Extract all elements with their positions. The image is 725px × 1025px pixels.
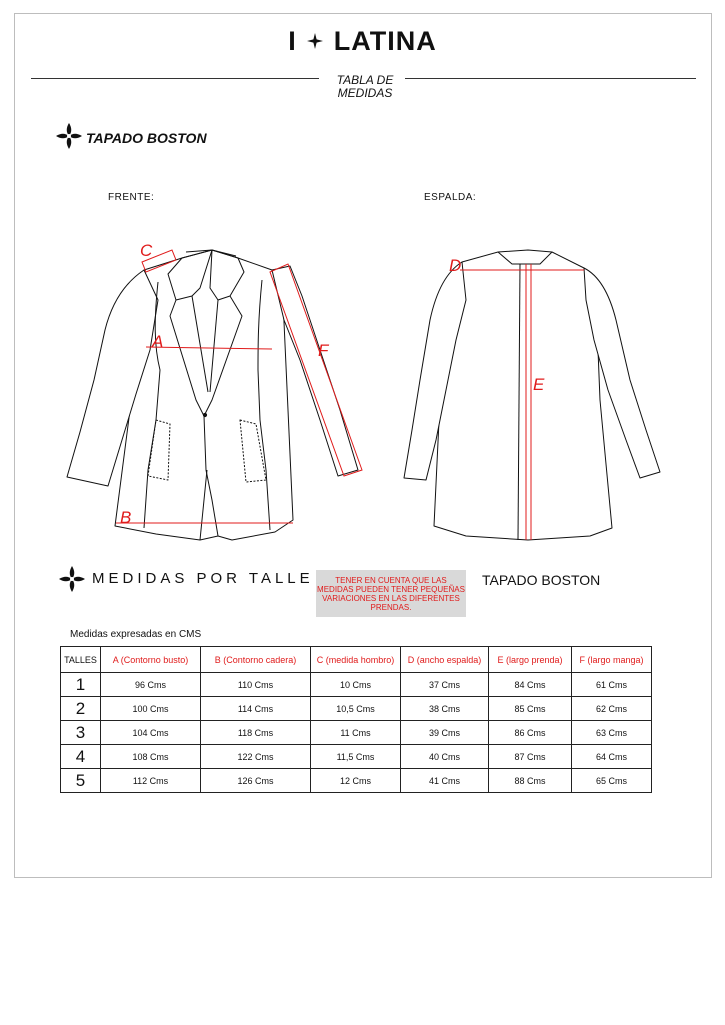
size-cell: 2 bbox=[61, 697, 101, 721]
table-cell: 114 Cms bbox=[201, 697, 311, 721]
table-row bbox=[61, 745, 652, 769]
column-header: B (Contorno cadera) bbox=[201, 647, 311, 673]
back-view-label: ESPALDA: bbox=[424, 192, 477, 203]
variation-note-text: TENER EN CUENTA QUE LAS MEDIDAS PUEDEN TENER PEQUEÑAS VARIACIONES EN LAS DIFERENTES PRENDAS. bbox=[317, 576, 465, 612]
size-cell: 3 bbox=[61, 721, 101, 745]
column-header: C (medida hombro) bbox=[311, 647, 401, 673]
size-cell: 1 bbox=[61, 673, 101, 697]
table-cell: 118 Cms bbox=[201, 721, 311, 745]
table-cell: 62 Cms bbox=[572, 697, 652, 721]
marker-e: E bbox=[533, 375, 545, 394]
quatrefoil-icon bbox=[58, 565, 86, 593]
table-cell: 39 Cms bbox=[401, 721, 489, 745]
table-cell: 104 Cms bbox=[101, 721, 201, 745]
front-view-label: FRENTE: bbox=[108, 192, 155, 203]
column-header: TALLES bbox=[61, 647, 101, 673]
table-cell: 126 Cms bbox=[201, 769, 311, 793]
document-title-line: MEDIDAS bbox=[337, 86, 393, 100]
table-row bbox=[61, 673, 652, 697]
table-cell: 11 Cms bbox=[311, 721, 401, 745]
table-row bbox=[61, 697, 652, 721]
marker-d: D bbox=[449, 256, 462, 275]
measurements-table bbox=[60, 646, 652, 793]
table-cell: 110 Cms bbox=[201, 673, 311, 697]
table-cell: 65 Cms bbox=[572, 769, 652, 793]
table-cell: 86 Cms bbox=[489, 721, 572, 745]
table-cell: 10 Cms bbox=[311, 673, 401, 697]
marker-f: F bbox=[318, 341, 329, 360]
table-cell: 112 Cms bbox=[101, 769, 201, 793]
variation-note bbox=[316, 570, 466, 617]
table-cell: 87 Cms bbox=[489, 745, 572, 769]
table-cell: 122 Cms bbox=[201, 745, 311, 769]
brand-name: LATINA bbox=[333, 26, 437, 56]
table-row bbox=[61, 721, 652, 745]
table-cell: 61 Cms bbox=[572, 673, 652, 697]
table-cell: 108 Cms bbox=[101, 745, 201, 769]
table-cell: 41 Cms bbox=[401, 769, 489, 793]
table-header-row bbox=[61, 647, 652, 673]
table-cell: 40 Cms bbox=[401, 745, 489, 769]
document-title-line: TABLA DE bbox=[336, 73, 394, 87]
brand-letter: I bbox=[288, 26, 297, 56]
column-header: A (Contorno busto) bbox=[101, 647, 201, 673]
table-cell: 37 Cms bbox=[401, 673, 489, 697]
table-cell: 64 Cms bbox=[572, 745, 652, 769]
table-cell: 11,5 Cms bbox=[311, 745, 401, 769]
table-cell: 100 Cms bbox=[101, 697, 201, 721]
marker-b: B bbox=[120, 508, 132, 527]
marker-c: C bbox=[140, 241, 153, 260]
size-cell: 4 bbox=[61, 745, 101, 769]
table-caption: Medidas expresadas en CMS bbox=[70, 629, 202, 640]
table-cell: 10,5 Cms bbox=[311, 697, 401, 721]
column-header: F (largo manga) bbox=[572, 647, 652, 673]
table-cell: 85 Cms bbox=[489, 697, 572, 721]
table-cell: 63 Cms bbox=[572, 721, 652, 745]
sizes-product-name: TAPADO BOSTON bbox=[482, 572, 601, 588]
table-cell: 88 Cms bbox=[489, 769, 572, 793]
table-row bbox=[61, 769, 652, 793]
column-header: E (largo prenda) bbox=[489, 647, 572, 673]
marker-a: A bbox=[152, 332, 164, 351]
product-heading: TAPADO BOSTON bbox=[86, 130, 207, 146]
table-cell: 12 Cms bbox=[311, 769, 401, 793]
table-cell: 38 Cms bbox=[401, 697, 489, 721]
table-cell: 96 Cms bbox=[101, 673, 201, 697]
sizes-heading: MEDIDAS POR TALLE bbox=[92, 570, 314, 587]
size-cell: 5 bbox=[61, 769, 101, 793]
back-view-drawing bbox=[404, 250, 660, 540]
table-cell: 84 Cms bbox=[489, 673, 572, 697]
column-header: D (ancho espalda) bbox=[401, 647, 489, 673]
